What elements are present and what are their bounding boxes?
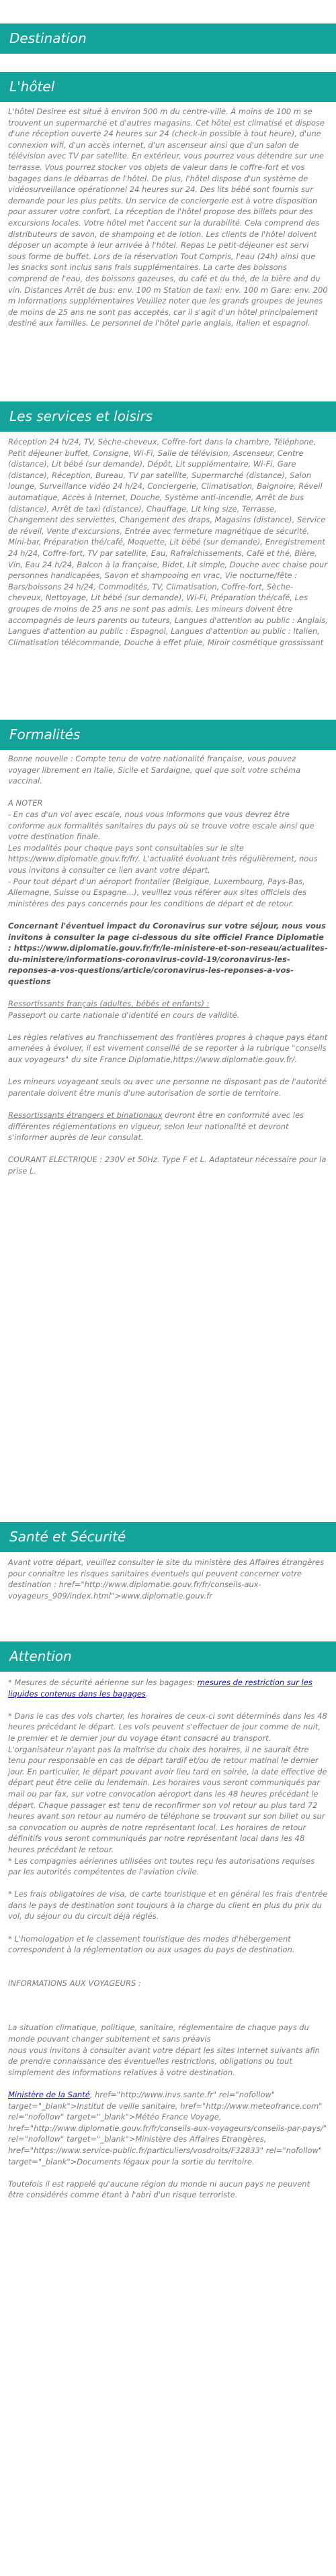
hotel-text: L'hôtel Desiree est situé à environ 500 m du centre-ville. À moins de 100 m se trouvent un supermarché et d'autres magasins. Cet hôtel est climatisé et dispose d'une réception ouverte 24 heures sur 24 (check-in possible à tout heure), d'une connexion wifi, d'un accès internet, d'un ascenseur ainsi que d'un salon de télévision avec TV par satellite. En extérieur, vous pourrez vous détendre sur une terrasse. Vous pourrez stocker vos objets de valeur dans le coffre-fort et vos bagages dans le débarras de l'hôtel. De plus, l'hôtel dispose d'un système de vidéosurveillance opérationnel 24 heures sur 24. Des lits bébé sont fournis sur demande pour les plus petits. Un service de conciergerie est à votre disposition pour assurer votre confort. La réception de l'hôtel propose des billets pour des excursions locales. Votre hôtel met l'accent sur la durabilité. Cela comprend des distributeurs de savon, de shampoing et de lotion. Les clients de l'hôtel doivent déposer un acompte à leur arrivée à l'hôtel. Repas Le petit-déjeuner est servi sous forme de buffet. Lors de la réservation Tout Compris, l'eau (24h) ainsi que les snacks sont inclus sans frais supplémentaires. La carte des boissons comprend de l'eau, des boissons gazeuses, du café et du thé, de la bière and du vin. Distances Arrêt de bus: env. 100 m Station de taxi: env. 100 m Gare: env. 200 m Informations supplémentaires Veuillez noter que les grands groupes de jeunes de moins de 25 ans ne sont pas acceptés, car il s'agit d'un hôtel principalement destiné aux familles. Le personnel de l'hôtel parle anglais, italien et espagnol. [8, 107, 328, 328]
section-header-services: Les services et loisirs [0, 401, 336, 432]
regles-text: Les règles relatives au franchissement des frontières propres à chaque pays étant amenées à évoluer, il est vivement conseillé de se reporter à la rubrique "conseils aux voyageurs" du site France Diplomatie,https://www.diplomatie.gouv.fr/. [8, 1032, 328, 1065]
sante-description [8, 1557, 328, 1601]
ressortissants-etr [8, 1110, 328, 1143]
formalites-anoter-block [8, 798, 328, 909]
mineurs-text: Les mineurs voyageant seuls ou avec une personne ne disposant pas de l'autorité parentale doivent être munis d'une autorisation de sortie de territoire. [8, 1077, 327, 1098]
services-description [8, 436, 328, 648]
ressortissants-etr-text: devront être en conformité avec les différentes réglementations en vigueur, selon leur nationalité et devront s'informer auprès de leur consulat. [8, 1110, 304, 1143]
section-header-hotel: L'hôtel [0, 72, 336, 102]
hotel-description [8, 106, 328, 329]
covid-notice: Concernant l'éventuel impact du Coronavirus sur votre séjour, nous vous invitons à consulter la page ci-dessous du site officiel France Diplomatie : https://www.diplomatie.gouv.fr/fr/le-ministere-et-son-reseau/actualites-du-ministere/informations-coronavirus-covid-19/coronavirus-les-reponses-a-vos-questions/article/coronavirus-les-reponses-a-vos-questions [8, 920, 328, 986]
section-header-attention: Attention [0, 1641, 336, 1672]
attention-p5: INFORMATIONS AUX VOYAGEURS : [8, 1978, 141, 1988]
section-header-destination: Destination [0, 23, 336, 54]
attention-p1-suffix: . [145, 1688, 149, 1699]
ressortissants-fr-text: Passeport ou carte nationale d'identité en cours de validité. [8, 1010, 240, 1020]
attention-p7-text: , href="http://www.invs.sante.fr" rel="nofollow" target="_blank">Institut de veille sanitaire, href="http://www.meteofrance.com" rel="nofollow" target="_blank">Météo France Voyage, href="http://www.diplomatie.gouv.fr/fr/conseils-aux-voyageurs/conseils-par-pays/" rel="nofollow" target="_blank">Ministère des Affaires Etrangères, href="https://www.service-public.fr/particuliers/vosdroits/F32833" rel="nofollow" target="_blank">Documents légaux pour la sortie du territoire. [8, 2090, 327, 2166]
services-text: Réception 24 h/24, TV, Sèche-cheveux, Coffre-fort dans la chambre, Téléphone, Petit déjeuner buffet, Consigne, Wi-Fi, Salle de télévision, Ascenseur, Centre (distance), Lit bébé (sur demande), Dépôt, Lit supplémentaire, Wi-Fi, Gare (distance), Réception, Bureau, TV par satellite, Supermarché (distance), Salon lounge, Surveillance vidéo 24 h/24, Conciergerie, Climatisation, Baignoire, Réveil automatique, Accès à Internet, Douche, Système anti-incendie, Arrêt de bus (distance), Arrêt de taxi (distance), Chauffage, Lit king size, Terrasse, Changement des serviettes, Changement des draps, Magasins (distance), Service de réveil, Vente d'excursions, Entrée avec fermeture magnétique de sécurité, Mini-bar, Préparation thé/café, Moquette, Lit bébé (sur demande), Enregistrement 24 h/24, Coffre-fort, TV par satellite, Eau, Rafraîchissements, Café et thé, Bière, Vin, Eau 24 h/24, Balcon à la française, Bidet, Lit simple, Douche avec chaise pour personnes handicapées, Savon et shampooing en vrac, Vie nocturne/fête : Bars/boissons 24 h/24, Commodités, TV, Climatisation, Coffre-fort, Sèche-cheveux, Nettoyage, Lit bébé (sur demande), Wi-Fi, Préparation thé/café, Les groupes de moins de 25 ans ne sont pas admis, Les mineurs doivent être accompagnés de leurs parents ou tuteurs, Langues d'attention au public : Anglais, Langues d'attention au public : Espagnol, Langues d'attention au public : Italien, Climatisation télécommande, Douche à effet pluie, Miroir cosmétique grossissant [8, 437, 328, 647]
attention-description [8, 1677, 328, 2201]
ressortissants-fr [8, 998, 328, 1020]
formalites-intro: Bonne nouvelle : Compte tenu de votre nationalité française, vous pouvez voyager librement en Italie, Sicile et Sardaigne, quel que soit votre schéma vaccinal. [8, 754, 301, 786]
attention-p1 [8, 1677, 328, 1699]
attention-p7 [8, 2089, 328, 2167]
formalites-description [8, 753, 328, 1177]
attention-p2: * Dans le cas des vols charter, les horaires de ceux-ci sont déterminés dans les 48 heures précédant le départ. Les vols peuvent s'effectuer de jour comme de nuit, le premier et le dernier jour du voyage étant consacré au transport. L'organisateur n'ayant pas la maîtrise du choix des horaires, il ne saurait être tenu pour responsable en cas de départ tardif et/ou de retour matinal le dernier jour. En particulier, le départ pouvant avoir lieu tard en soirée, la date effective de départ peut être celle du lendemain. Les horaires vous seront communiqués par mail ou par fax, sur votre convocation aéroport dans les 48 heures précédant le départ. Chaque passager est tenu de reconfirmer son vol retour au plus tard 72 heures avant son retour au numéro de téléphone se trouvant sur son billet ou sur sa convocation ou auprès de notre représentant local. Les horaires de retour définitifs vous seront communiqués par notre représentant local dans les 48 heures précédant le retour. * Les compagnies aériennes utilisées ont toutes reçu les autorisations requises par les autorités compétentes de l'aviation civile. [8, 1711, 327, 1877]
courant-text: COURANT ELECTRIQUE : 230V et 50Hz. Type F et L. Adaptateur nécessaire pour la prise L. [8, 1155, 327, 1176]
attention-p8: Toutefois il est rappelé qu'aucune région du monde ni aucun pays ne peuvent être considérés comme étant à l'abri d'un risque terroriste. [8, 2179, 310, 2200]
ressortissants-fr-heading: Ressortissants français (adultes, bébés et enfants) : [8, 999, 210, 1009]
liquids-restriction-link[interactable]: mesures de restriction sur les liquides contenus dans les bagages [8, 1678, 312, 1699]
ministere-sante-link[interactable]: Ministère de la Santé [8, 2090, 90, 2099]
section-header-formalites: Formalités [0, 720, 336, 750]
attention-p3: * Les frais obligatoires de visa, de carte touristique et en général les frais d'entrée dans le pays de destination sont toujours à la charge du client en plus du prix du vol, du séjour ou du circuit déjà réglés. [8, 1889, 328, 1921]
attention-p6: La situation climatique, politique, sanitaire, réglementaire de chaque pays du monde pouvant changer subitement et sans préavis nous vous invitons à consulter avant votre départ les sites Internet suivants afin de prendre connaissance des éventuelles restrictions, obligations ou tout simplement des informations relatives à votre destination. [8, 2023, 320, 2077]
attention-p1-prefix: * Mesures de sécurité aérienne sur les bagages: [8, 1678, 198, 1687]
ressortissants-etr-heading: Ressortissants étrangers et binationaux [8, 1110, 163, 1120]
sante-text: Avant votre départ, veuillez consulter le site du ministère des Affaires étrangères pour connaître les risques sanitaires éventuels qui peuvent concerner votre destination : href="http://www.diplomatie.gouv.fr/fr/conseils-aux-voyageurs_909/index.html">www.diplomatie.gouv.fr [8, 1558, 325, 1601]
attention-p4: * L'homologation et le classement touristique des modes d'hébergement correspondent à la réglementation ou aux usages du pays de destination. [8, 1934, 295, 1955]
section-header-sante: Santé et Sécurité [0, 1522, 336, 1552]
anoter-text: - En cas d'un vol avec escale, nous vous informons que vous devrez être conforme aux formalités sanitaires du pays où se trouve votre escale ainsi que votre destination finale. Les modalités pour chaque pays sont consultables sur le site https://www.diplomatie.gouv.fr/fr/. L'actualité évoluant très régulièrement, nous vous invitons à consulter ce lien avant votre départ. - Pour tout départ d'un aéroport frontalier (Belgique, Luxembourg, Pays-Bas, Allemagne, Suisse ou Espagne...), veuillez vous référer aux sites officiels des ministères des pays concernés pour les conditions de départ et de retour. [8, 809, 318, 908]
anoter-heading: A NOTER [8, 798, 43, 808]
